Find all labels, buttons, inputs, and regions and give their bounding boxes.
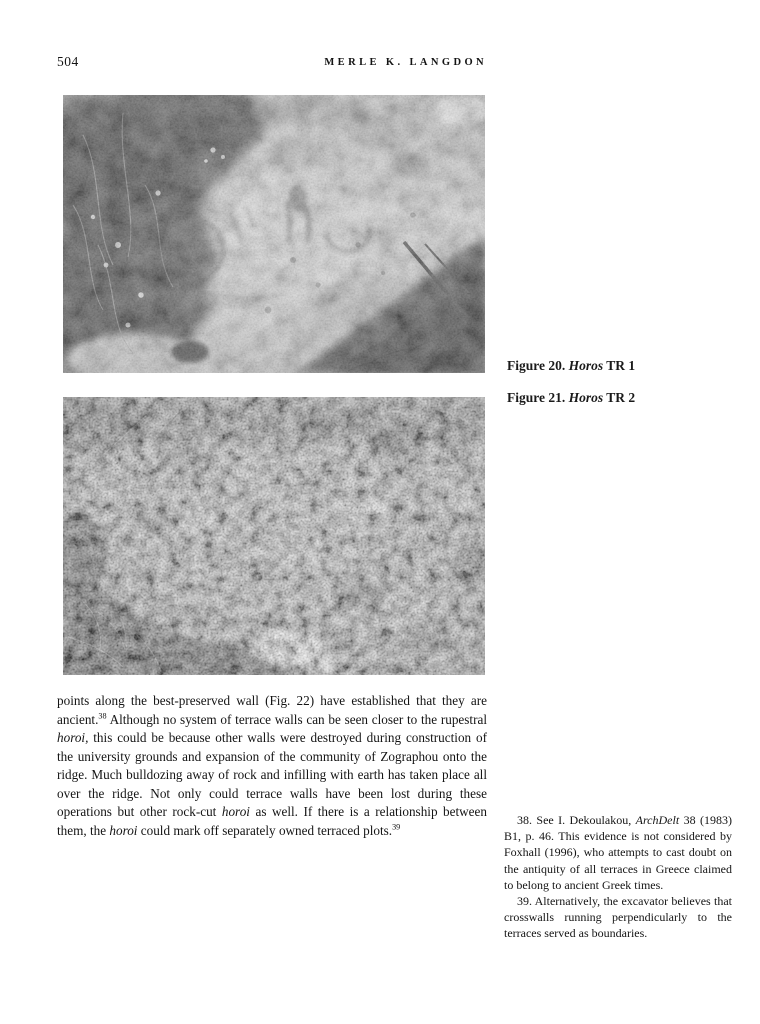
rock-photo-tr1 <box>63 95 485 373</box>
footnote-39: 39. Alternatively, the excavator believes that crosswalls running perpendicularly to the terraces served as boundaries. <box>504 894 732 941</box>
rock-photo-tr2 <box>63 397 485 675</box>
page-number: 504 <box>57 54 79 69</box>
running-head: MERLE K. LANGDON <box>324 57 487 68</box>
footnote-38: 38. See I. Dekoulakou, ArchDelt 38 (1983) B1, p. 46. This evidence is not considered by Foxhall (1996), who attempts to cast doubt on the antiquity of all terraces in Greece claimed to belong to ancient Greek times. <box>504 813 732 892</box>
figure-20-caption: Figure 20. Horos TR 1 <box>507 358 636 373</box>
figure-20-photo <box>63 95 485 373</box>
body-paragraph: points along the best-preserved wall (Fig. 22) have established that they are ancient.$^{38}$ Although no system of terrace walls can be seen closer to the rupestral horoi, this could be because other walls were destroyed during construction of the university grounds and expansion of the community of Zographou onto the ridge. Much bulldozing away of rock and infilling with earth has taken place all over the ridge. Not only could terrace walls have been lost during these operations but other rock-cut horoi as well. If there is a relationship between them, the horoi could mark off separately owned terraced plots.$^{39}$ <box>57 693 487 838</box>
figure-21-caption: Figure 21. Horos TR 2 <box>507 390 636 405</box>
footnotes-block <box>504 812 732 942</box>
figure-21-photo <box>63 397 485 675</box>
